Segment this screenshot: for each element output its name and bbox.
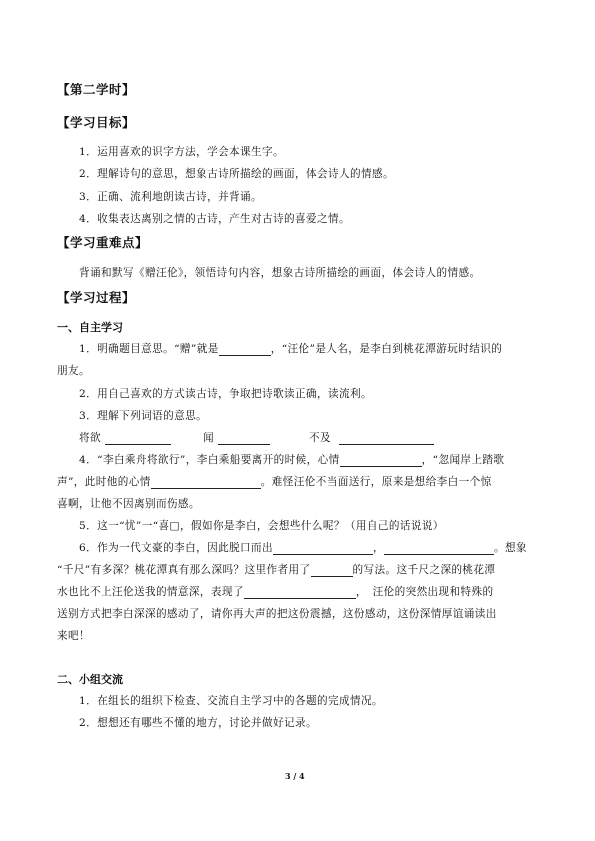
question-1-line	[79, 341, 502, 356]
question-4-cont	[57, 474, 492, 489]
question-text: 水也比不上汪伦送我的情意深，表现了	[57, 586, 244, 598]
question-1-cont: 朋友。	[57, 365, 90, 377]
question-6-cont	[57, 584, 494, 599]
question-text: 1．明确题目意思。“赠”就是	[79, 343, 219, 355]
word-label: 将欲	[79, 432, 101, 444]
goal-item: 1．运用喜欢的识字方法，学会本课生字。	[79, 146, 285, 158]
word-item	[309, 430, 434, 445]
question-text: 。难怪汪伦不当面送行，原来是想给李白一个惊	[260, 476, 492, 488]
process-heading: 【学习过程】	[57, 290, 136, 305]
group-item: 2．想想还有哪些不懂的地方，讨论并做好记录。	[79, 717, 318, 729]
goal-item: 2．理解诗句的意思，想象古诗所描绘的画面，体会诗人的情感。	[79, 168, 394, 180]
question-6-line	[79, 540, 527, 555]
question-4-end: 喜啊，让他不因离别而伤感。	[57, 498, 200, 510]
question-text: ，“忽闻岸上踏歌	[421, 454, 505, 466]
question-text: ，	[373, 542, 385, 554]
section-title-self-study: 一、自主学习	[57, 321, 123, 334]
group-item: 1．在组长的组织下检查、交流自主学习中的各题的完成情况。	[79, 695, 383, 707]
answer-blank[interactable]	[273, 543, 373, 555]
question-text: “千尺”有多深？桃花潭真有那么深吗？这里作者用了	[57, 564, 311, 576]
question-text: 的写法。这千尺之深的桃花潭	[352, 564, 496, 576]
key-points-text: 背诵和默写《赠汪伦》，领悟诗句内容，想象古诗所描绘的画面，体会诗人的情感。	[79, 267, 481, 279]
question-6-cont	[57, 562, 495, 577]
question-3: 3．理解下列词语的意思。	[79, 410, 208, 422]
lesson-heading: 【第二学时】	[57, 82, 136, 97]
answer-blank[interactable]	[219, 344, 271, 356]
question-6-end: 来吧！	[57, 630, 90, 642]
question-6-cont: 送别方式把李白深深的感动了，请你再大声的把这份震撼，这份感动，这份深情厚谊诵读出	[57, 608, 497, 620]
answer-blank[interactable]	[244, 587, 356, 599]
question-text: 。想象	[494, 542, 528, 554]
question-text: 4．“李白乘舟将欲行”，李白乘船要离开的时候，心情	[79, 454, 340, 466]
question-4-line	[79, 452, 504, 467]
question-5: 5．这一“忧”一“喜□，假如你是李白，会想些什么呢？（用自己的话说说）	[79, 520, 444, 532]
word-item	[79, 430, 171, 445]
question-2: 2．用自己喜欢的方式读古诗，争取把诗歌读正确，读流利。	[79, 388, 372, 400]
question-text: ，“汪伦”是人名，是李白到桃花潭游玩时结识的	[270, 343, 503, 355]
answer-blank[interactable]	[311, 565, 353, 577]
goal-item: 4．收集表达离别之情的古诗，产生对古诗的喜爱之情。	[79, 213, 350, 225]
section-title-group-exchange: 二、小组交流	[57, 673, 123, 686]
answer-blank[interactable]	[218, 433, 270, 445]
answer-blank[interactable]	[105, 433, 171, 445]
question-text: 6．作为一代文豪的李白，因此脱口而出	[79, 542, 274, 554]
goals-heading: 【学习目标】	[57, 115, 136, 130]
word-label: 不及	[309, 432, 331, 444]
page-number: 3 / 4	[285, 771, 305, 781]
question-text: ， 汪伦的突然出现和特殊的	[355, 586, 494, 598]
answer-blank[interactable]	[151, 477, 261, 489]
word-item	[203, 430, 270, 445]
question-text: 声”，此时他的心情	[57, 476, 151, 488]
answer-blank[interactable]	[339, 433, 434, 445]
goal-item: 3．正确、流利地朗读古诗，并背诵。	[79, 191, 263, 203]
answer-blank[interactable]	[340, 455, 422, 467]
word-label: 闻	[203, 432, 214, 444]
answer-blank[interactable]	[384, 543, 494, 555]
key-points-heading: 【学习重难点】	[57, 235, 149, 250]
